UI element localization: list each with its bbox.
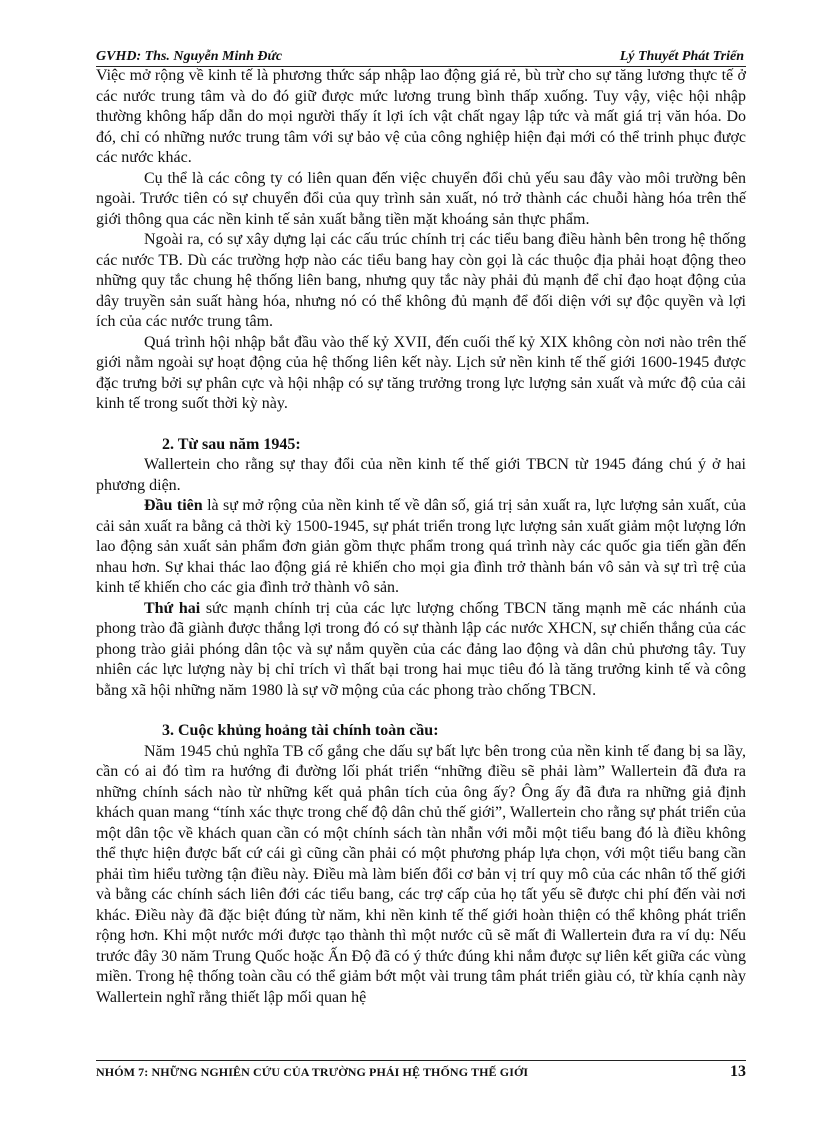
header-course-title: Lý Thuyết Phát Triển xyxy=(619,49,744,64)
section-heading: 3. Cuộc khủng hoảng tài chính toàn cầu: xyxy=(162,722,439,739)
paragraph: Việc mở rộng về kinh tế là phương thức sáp nhập lao động giá rẻ, bù trừ cho sự tăng lương thực tế ở các nước trung tâm và do đó giữ được mức lương trung bình thấp xuống. Tuy vậy, việc hội nhập thường không hấp dẫn do mọi người thấy ít lợi ích vật chất ngay lập tức và mất giá trị văn hóa. Do đó, chỉ có những nước trung tâm với sự bảo vệ của công nghiệp hiện đại mới có thể trinh phục được các nước khác. xyxy=(96,67,746,166)
paragraph: Cụ thể là các công ty có liên quan đến việc chuyển đổi chủ yếu sau đây vào môi trường bên ngoài. Trước tiên có sự chuyển đổi của quy trình sản xuất, nó trở thành các chuỗi hàng hóa trên thế giới thông qua các nền kinh tế sản xuất bằng tiền mặt khoáng sản thực phẩm. xyxy=(96,169,746,228)
page-footer xyxy=(96,1060,746,1085)
paragraph xyxy=(96,496,746,599)
page-header xyxy=(96,48,746,67)
paragraph-text: sức mạnh chính trị của các lực lượng chống TBCN tăng mạnh mẽ các nhánh của phong trào đã giành được thắng lợi trong đó có sự thành lập các nước XHCN, sự chiến thắng của các phong trào giải phóng dân tộc và sự nắm quyền của các đảng lao động và dân chủ phương tây. Tuy nhiên các lực lượng này bị chỉ trích vì thất bại trong hai mục tiêu đó là tăng trưởng kinh tế và công bằng xã hội những năm 1980 là sự vỡ mộng của các phong trào chống TBCN. xyxy=(96,599,746,699)
paragraph: Wallertein cho rằng sự thay đổi của nền kinh tế thế giới TBCN từ 1945 đáng chú ý ở hai phương diện. xyxy=(96,456,746,494)
footer-group-title: NHÓM 7: NHỮNG NGHIÊN CỨU CỦA TRƯỜNG PHÁI HỆ THỐNG THẾ GIỚI xyxy=(96,1065,529,1079)
lead-term: Đầu tiên xyxy=(144,497,203,514)
paragraph: Ngoài ra, có sự xây dựng lại các cấu trúc chính trị các tiểu bang điều hành bên trong hệ thống các nước TB. Dù các trường hợp nào các tiểu bang hay còn gọi là các thuộc địa phải hoạt động theo những quy tắc chung hệ thống liên bang, nhưng quy tắc này phải đủ mạnh để chỉ đạo hoạt động của dây truyền sản suất hàng hóa, nhưng nó có thể không đủ mạnh để đối diện với sự độc quyền và lợi ích của các nước trung tâm. xyxy=(96,231,746,330)
paragraph xyxy=(96,599,746,702)
section-heading: 2. Từ sau năm 1945: xyxy=(162,435,301,453)
paragraph-text: là sự mở rộng của nền kinh tế về dân số, giá trị sản xuất ra, lực lượng sản xuất, của cải sản xuất ra bằng cả thời kỳ 1500-1945, sự phát triển trong lực lượng sản xuất giảm một lượng lớn lao động sản xuất sản phẩm đơn giản gồm thực phẩm trong quá trình này các quốc gia tiến gần đến nhau hơn. Sự khai thác lao động giá rẻ khiến cho mọi gia đình trở thành bán vô sản và sự trì trệ của kinh tế khiến cho các gia đình trở thành vô sản. xyxy=(96,497,746,596)
lead-term: Thứ hai xyxy=(144,599,201,617)
page-body xyxy=(96,66,746,1008)
page-number: 13 xyxy=(730,1063,746,1080)
paragraph: Năm 1945 chủ nghĩa TB cố gắng che dấu sự bất lực bên trong của nền kinh tế đang bị sa lầy, cần có ai đó tìm ra hướng đi đường lối phát triển “những điều sẽ phải làm” Wallertein đã đưa ra những chính sách nào từ những kết quả phân tích của ông ấy? Ông ấy đã đưa ra những giả định khách quan mang “tính xác thực trong chế độ dân chủ thế giới”, Wallertein cho rằng sự phát triển của một dân tộc về khách quan cần có một chính sách tàn nhẫn với mỗi một tiểu bang đó là điều không thể thực hiện được bất cứ cái gì cũng cần phải có một phương pháp lựa chọn, với một tiểu bang cần phải tìm hiểu tường tận điều này. Điều mà làm biến đổi cơ bản vị trí quy mô của các nhân tố thế giới và bằng các chính sách liên đới các tiểu bang, các trợ cấp của họ tất yếu sẽ được chi phí đến vài nơi khác. Điều này đã đặc biệt đúng từ năm, khi nền kinh tế thế giới hoàn thiện có thể không phát triển rộng hơn. Khi một nước mới được tạo thành thì một nước cũ sẽ mất đi Wallertein đưa ra ví dụ: Nếu trước đây 30 năm Trung Quốc hoặc Ấn Độ đã có ý thức đúng khi nắm được sự liên kết giữa các vùng miền. Trong hệ thống toàn cầu có thể giảm bớt một vài trung tâm phát triển giàu có, từ khía cạnh này Wallertein nghĩ rằng thiết lập mối quan hệ xyxy=(96,742,746,1006)
paragraph: Quá trình hội nhập bắt đầu vào thế kỷ XVII, đến cuối thế kỷ XIX không còn nơi nào trên thế giới nằm ngoài sự hoạt động của hệ thống liên kết này. Lịch sử nền kinh tế thế giới 1600-1945 được đặc trưng bởi sự phân cực và hội nhập có sự tăng trưởng trong lực lượng sản xuất và mức độ của cải kinh tế trong suốt thời kỳ này. xyxy=(96,333,746,412)
header-supervisor: GVHD: Ths. Nguyễn Minh Đức xyxy=(96,49,283,64)
